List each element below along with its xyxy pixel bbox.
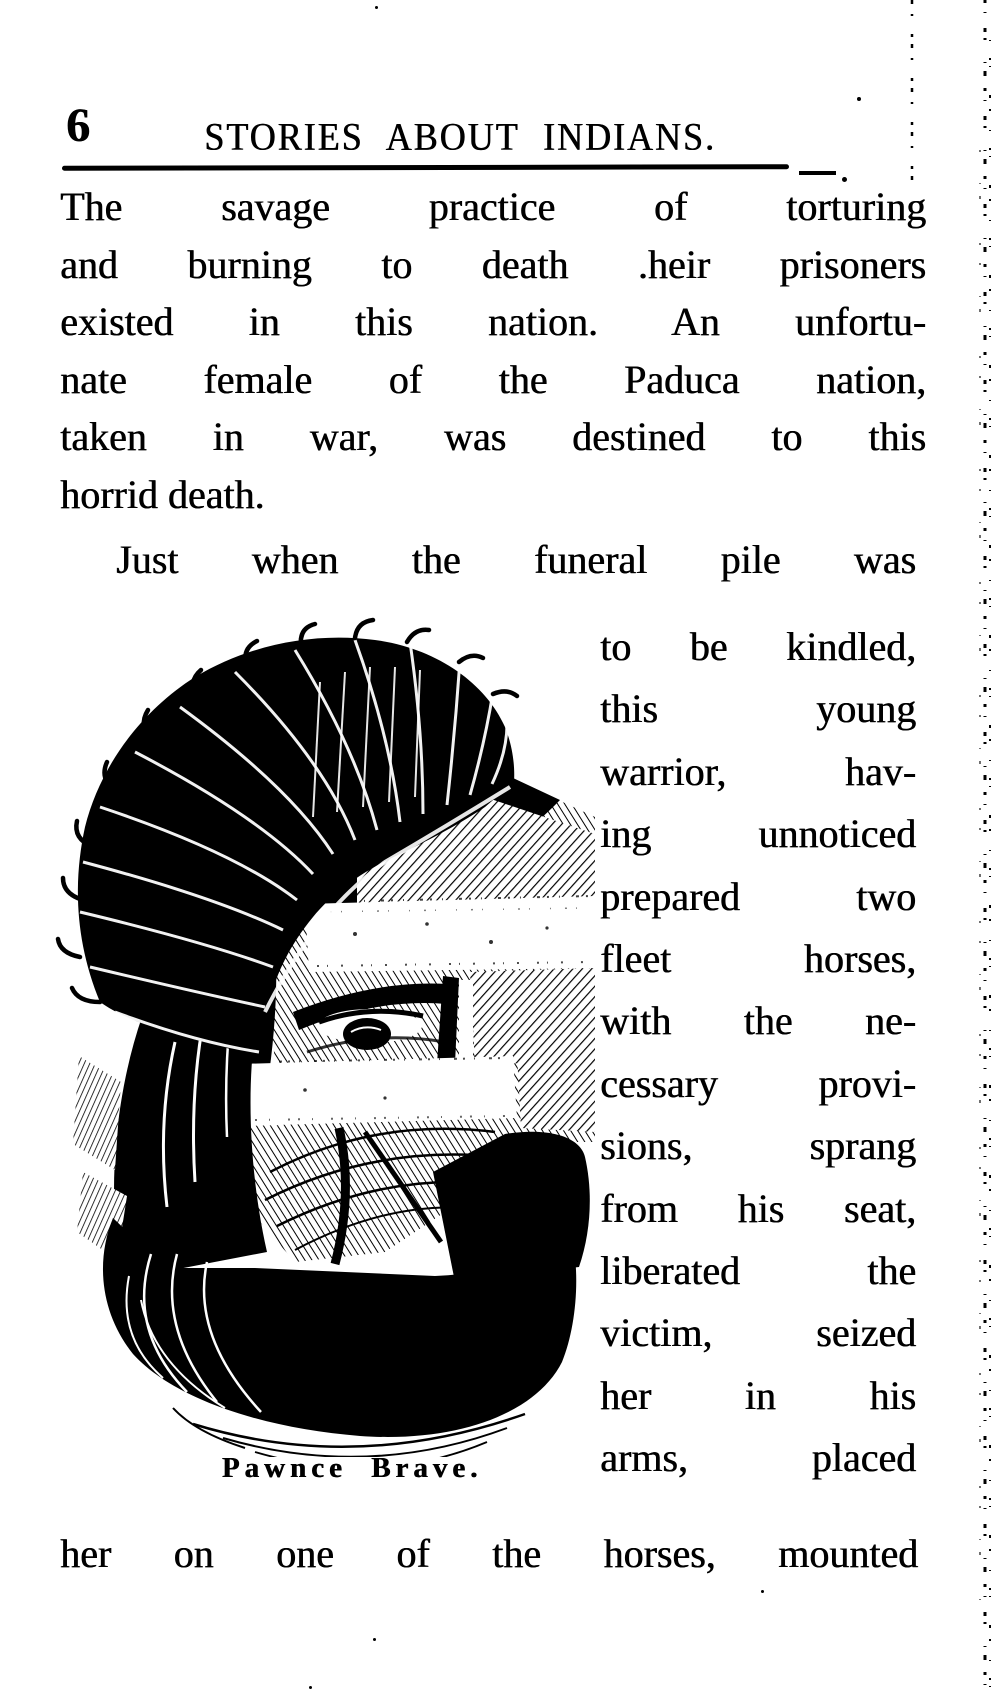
paragraph-2-lead-line: Just when the funeral pile was	[116, 537, 916, 582]
text-line: existed in this nation. An unfortu-	[60, 299, 926, 345]
ink-speck	[857, 97, 861, 101]
text-line: this young	[600, 686, 916, 732]
text-line: to be kindled,	[600, 624, 916, 669]
running-header: STORIES ABOUT INDIANS.	[204, 115, 716, 159]
ink-speck	[373, 1638, 376, 1641]
text-line: The savage practice of torturing	[60, 184, 926, 229]
text-line: taken in war, was destined to this	[60, 414, 926, 460]
ink-speck	[761, 1590, 764, 1593]
text-line: her in his	[600, 1372, 916, 1418]
text-line: prepared two	[600, 873, 916, 919]
text-line: with the ne-	[600, 998, 916, 1044]
paragraph-2-column	[600, 616, 916, 1490]
text-line: victim, seized	[600, 1310, 916, 1356]
ink-speck	[375, 6, 378, 9]
text-line: and burning to death .heir prisoners	[60, 241, 926, 287]
text-line: cessary provi-	[600, 1060, 916, 1106]
ink-speck	[309, 1686, 312, 1689]
page-edge-noise	[900, 0, 1000, 1695]
text-line: fleet horses,	[600, 936, 916, 982]
text-line: ing unnoticed	[600, 811, 916, 857]
text-line: arms, placed	[600, 1435, 916, 1481]
figure-caption: Pawnce Brave.	[221, 1452, 483, 1484]
text-line: warrior, hav-	[600, 748, 916, 794]
paragraph-1	[60, 178, 926, 524]
page-number: 6	[66, 99, 91, 152]
text-line: from his seat,	[600, 1185, 916, 1231]
text-line: liberated the	[600, 1248, 916, 1294]
paragraph-2-closing-line: her on one of the horses, mounted	[60, 1531, 918, 1576]
header-rule-dash	[799, 171, 836, 175]
header-rule	[62, 164, 789, 171]
pawnee-brave-illustration	[55, 612, 595, 1457]
text-line: nate female of the Paduca nation,	[60, 356, 926, 402]
woodcut-engraving	[55, 612, 595, 1457]
text-line: horrid death.	[60, 471, 265, 517]
text-line: sions, sprang	[600, 1123, 916, 1169]
